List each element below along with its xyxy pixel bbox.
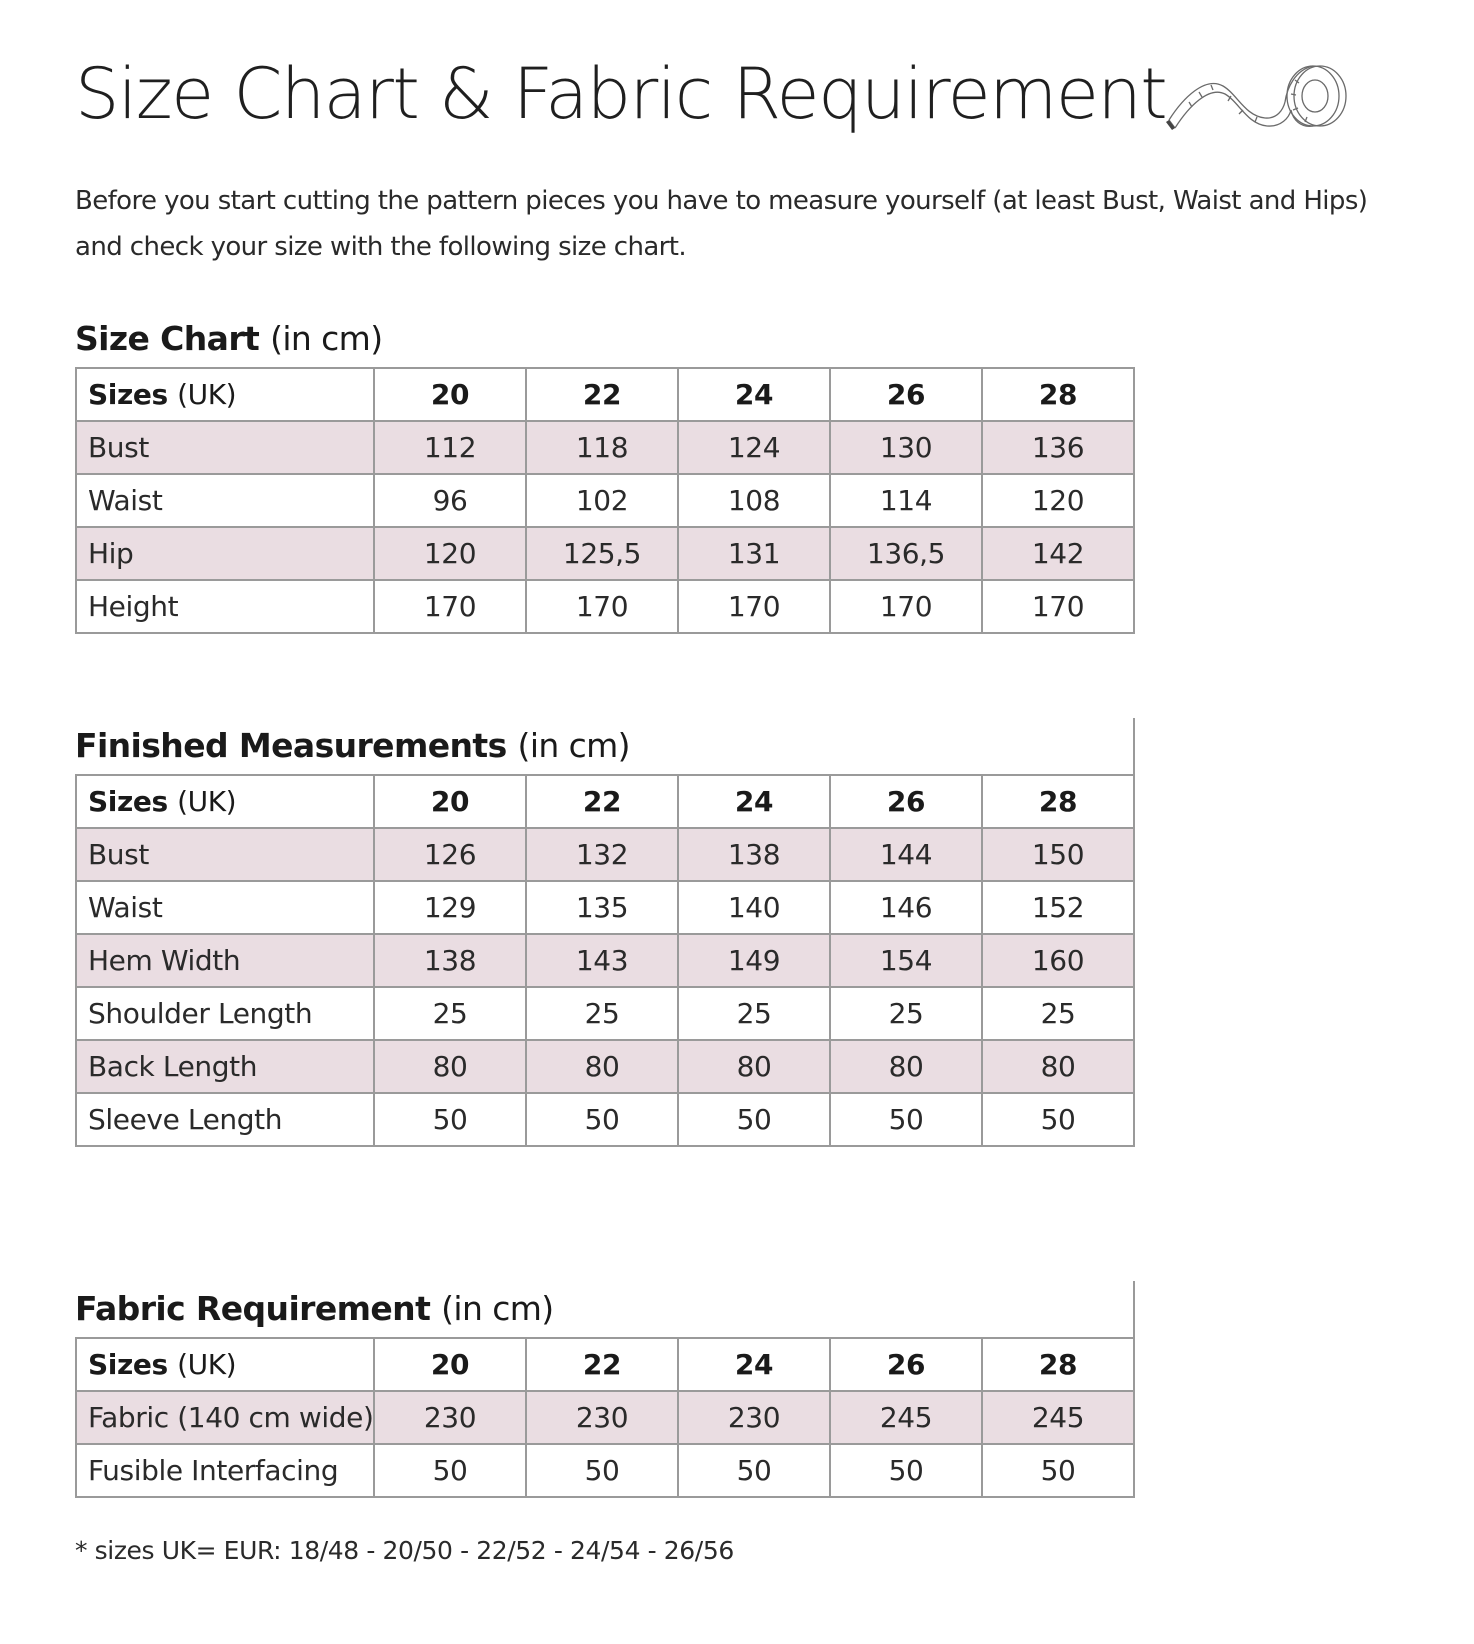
table-cell: 149 bbox=[678, 934, 830, 987]
row-label: Fusible Interfacing bbox=[76, 1444, 374, 1497]
header-label: Sizes bbox=[88, 378, 168, 411]
finished-title-text: Finished Measurements bbox=[75, 726, 507, 765]
table-cell: 144 bbox=[830, 828, 982, 881]
table-cell: 138 bbox=[678, 828, 830, 881]
table-cell: 50 bbox=[830, 1093, 982, 1146]
table-cell: 50 bbox=[678, 1444, 830, 1497]
row-label: Hem Width bbox=[76, 934, 374, 987]
table-row bbox=[76, 580, 1134, 633]
row-label: Hip bbox=[76, 527, 374, 580]
size-chart-table bbox=[75, 367, 1135, 634]
table-row bbox=[76, 527, 1134, 580]
table-cell: 154 bbox=[830, 934, 982, 987]
size-header-cell: 22 bbox=[526, 1338, 678, 1391]
header-unit: (UK) bbox=[177, 785, 237, 818]
table-cell: 170 bbox=[374, 580, 526, 633]
row-label: Waist bbox=[76, 474, 374, 527]
table-cell: 25 bbox=[374, 987, 526, 1040]
table-cell: 118 bbox=[526, 421, 678, 474]
table-cell: 132 bbox=[526, 828, 678, 881]
table-cell: 136,5 bbox=[830, 527, 982, 580]
size-header-cell: 26 bbox=[830, 368, 982, 421]
size-header-cell: 28 bbox=[982, 1338, 1134, 1391]
finished-measurements-table bbox=[75, 774, 1135, 1147]
finished-unit: (in cm) bbox=[517, 726, 630, 765]
fabric-requirement-title bbox=[75, 1281, 1135, 1337]
size-header-cell: 20 bbox=[374, 1338, 526, 1391]
row-label: Bust bbox=[76, 828, 374, 881]
table-cell: 140 bbox=[678, 881, 830, 934]
size-header-cell: 22 bbox=[526, 775, 678, 828]
finished-measurements-title bbox=[75, 718, 1135, 774]
table-cell: 170 bbox=[830, 580, 982, 633]
table-cell: 80 bbox=[374, 1040, 526, 1093]
table-header-row bbox=[76, 1338, 1134, 1391]
table-cell: 135 bbox=[526, 881, 678, 934]
row-label: Back Length bbox=[76, 1040, 374, 1093]
row-label: Shoulder Length bbox=[76, 987, 374, 1040]
header-label: Sizes bbox=[88, 1348, 168, 1381]
header-label-cell bbox=[76, 368, 374, 421]
row-label: Height bbox=[76, 580, 374, 633]
table-row bbox=[76, 987, 1134, 1040]
row-label: Sleeve Length bbox=[76, 1093, 374, 1146]
measuring-tape-icon bbox=[1165, 58, 1350, 138]
fabric-title-text: Fabric Requirement bbox=[75, 1289, 431, 1328]
size-header-cell: 26 bbox=[830, 775, 982, 828]
table-header-row bbox=[76, 775, 1134, 828]
size-chart-title-text: Size Chart bbox=[75, 319, 260, 358]
table-cell: 96 bbox=[374, 474, 526, 527]
table-cell: 131 bbox=[678, 527, 830, 580]
size-header-cell: 20 bbox=[374, 775, 526, 828]
table-cell: 50 bbox=[374, 1093, 526, 1146]
table-cell: 136 bbox=[982, 421, 1134, 474]
table-cell: 152 bbox=[982, 881, 1134, 934]
row-label: Fabric (140 cm wide) bbox=[76, 1391, 374, 1444]
size-header-cell: 24 bbox=[678, 1338, 830, 1391]
table-cell: 230 bbox=[526, 1391, 678, 1444]
table-row bbox=[76, 934, 1134, 987]
frame-line bbox=[1133, 1281, 1135, 1337]
header-label-cell bbox=[76, 1338, 374, 1391]
table-cell: 150 bbox=[982, 828, 1134, 881]
table-row bbox=[76, 1444, 1134, 1497]
intro-text: Before you start cutting the pattern pieces you have to measure yourself (at least Bust, Waist and Hips) and check your size with the following size chart. bbox=[75, 186, 1368, 262]
table-cell: 25 bbox=[678, 987, 830, 1040]
header-label-cell bbox=[76, 775, 374, 828]
fabric-requirement-table bbox=[75, 1337, 1135, 1498]
table-cell: 25 bbox=[830, 987, 982, 1040]
table-cell: 142 bbox=[982, 527, 1134, 580]
table-cell: 230 bbox=[678, 1391, 830, 1444]
table-cell: 143 bbox=[526, 934, 678, 987]
size-header-cell: 22 bbox=[526, 368, 678, 421]
size-chart-title bbox=[75, 311, 1135, 367]
table-cell: 25 bbox=[982, 987, 1134, 1040]
table-cell: 138 bbox=[374, 934, 526, 987]
table-row bbox=[76, 474, 1134, 527]
table-cell: 50 bbox=[526, 1093, 678, 1146]
row-label: Waist bbox=[76, 881, 374, 934]
header-unit: (UK) bbox=[177, 378, 237, 411]
table-cell: 50 bbox=[678, 1093, 830, 1146]
table-cell: 50 bbox=[526, 1444, 678, 1497]
table-cell: 245 bbox=[982, 1391, 1134, 1444]
table-row bbox=[76, 1093, 1134, 1146]
table-cell: 124 bbox=[678, 421, 830, 474]
table-row bbox=[76, 881, 1134, 934]
table-header-row bbox=[76, 368, 1134, 421]
table-cell: 146 bbox=[830, 881, 982, 934]
table-cell: 80 bbox=[830, 1040, 982, 1093]
table-cell: 129 bbox=[374, 881, 526, 934]
finished-measurements-section bbox=[75, 718, 1135, 1147]
table-row bbox=[76, 828, 1134, 881]
table-cell: 80 bbox=[526, 1040, 678, 1093]
size-chart-unit: (in cm) bbox=[270, 319, 383, 358]
table-cell: 170 bbox=[982, 580, 1134, 633]
table-row bbox=[76, 421, 1134, 474]
table-cell: 120 bbox=[982, 474, 1134, 527]
table-cell: 130 bbox=[830, 421, 982, 474]
table-cell: 50 bbox=[982, 1444, 1134, 1497]
table-cell: 120 bbox=[374, 527, 526, 580]
table-cell: 170 bbox=[526, 580, 678, 633]
table-cell: 50 bbox=[830, 1444, 982, 1497]
size-header-cell: 28 bbox=[982, 775, 1134, 828]
table-cell: 50 bbox=[374, 1444, 526, 1497]
size-header-cell: 24 bbox=[678, 775, 830, 828]
size-chart-section bbox=[75, 311, 1135, 634]
page-title: Size Chart & Fabric Requirement bbox=[75, 53, 1167, 135]
table-cell: 114 bbox=[830, 474, 982, 527]
table-cell: 112 bbox=[374, 421, 526, 474]
size-header-cell: 26 bbox=[830, 1338, 982, 1391]
size-header-cell: 24 bbox=[678, 368, 830, 421]
header-label: Sizes bbox=[88, 785, 168, 818]
table-row bbox=[76, 1391, 1134, 1444]
table-row bbox=[76, 1040, 1134, 1093]
table-cell: 245 bbox=[830, 1391, 982, 1444]
frame-line bbox=[1133, 718, 1135, 774]
table-cell: 170 bbox=[678, 580, 830, 633]
table-cell: 50 bbox=[982, 1093, 1134, 1146]
table-cell: 125,5 bbox=[526, 527, 678, 580]
size-header-cell: 20 bbox=[374, 368, 526, 421]
table-cell: 102 bbox=[526, 474, 678, 527]
fabric-requirement-section bbox=[75, 1281, 1135, 1498]
table-cell: 160 bbox=[982, 934, 1134, 987]
row-label: Bust bbox=[76, 421, 374, 474]
header-unit: (UK) bbox=[177, 1348, 237, 1381]
size-header-cell: 28 bbox=[982, 368, 1134, 421]
footnote: * sizes UK= EUR: 18/48 - 20/50 - 22/52 - 24/54 - 26/56 bbox=[75, 1536, 734, 1565]
table-cell: 108 bbox=[678, 474, 830, 527]
table-cell: 25 bbox=[526, 987, 678, 1040]
fabric-unit: (in cm) bbox=[441, 1289, 554, 1328]
table-cell: 230 bbox=[374, 1391, 526, 1444]
table-cell: 126 bbox=[374, 828, 526, 881]
table-cell: 80 bbox=[678, 1040, 830, 1093]
table-cell: 80 bbox=[982, 1040, 1134, 1093]
